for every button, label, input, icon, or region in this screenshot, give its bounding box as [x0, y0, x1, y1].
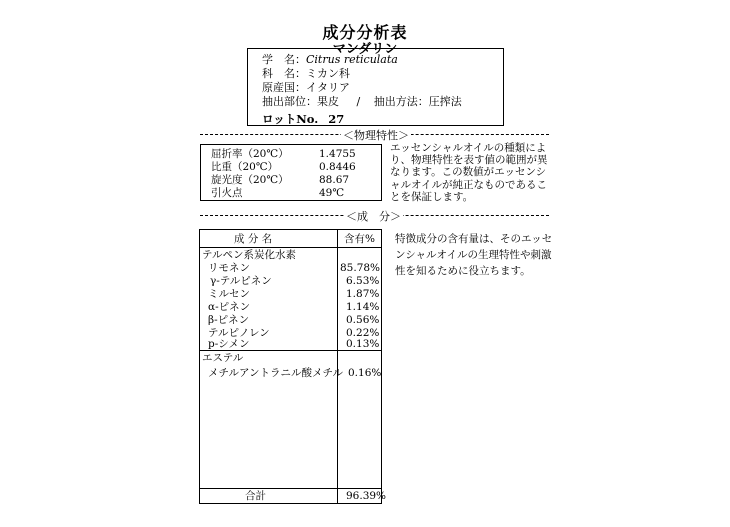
physical-heading: ＜物理特性＞ — [343, 129, 409, 142]
component-pct-limonene: 85.78% — [340, 262, 381, 274]
physical-note: エッセンシャルオイルの種類により、物理特性を表す値の範囲が異なります。この数値がエッセンシャルオイルが純正なものであることを保証します。 — [390, 142, 548, 203]
total-pct: 96.39% — [346, 490, 387, 502]
components-heading: ＜成 分＞ — [346, 210, 401, 223]
scientific-name-value: Citrus reticulata — [306, 53, 398, 66]
family-row — [262, 67, 350, 81]
total-label: 合計 — [245, 490, 266, 502]
extraction-method-value: 圧搾法 — [428, 95, 462, 108]
components-note: 特徴成分の含有量は、そのエッセンシャルオイルの生理特性や刺激性を知るために役立ちます。 — [395, 233, 553, 277]
origin-row — [262, 81, 350, 95]
col-header-name: 成 分 名 — [234, 233, 273, 245]
phys-label-specific-gravity: 比重（20℃） — [211, 161, 279, 173]
component-pct-terpinolene: 0.22% — [346, 327, 380, 339]
total-separator — [200, 488, 381, 489]
component-name-methyl-n-methylanthranilate: メチルアントラニル酸メチル — [208, 367, 344, 379]
component-name-terpinolene: テルピノレン — [208, 327, 270, 339]
extraction-row — [262, 95, 462, 109]
scientific-name-label: 学 名： — [262, 53, 306, 66]
phys-value-specific-gravity: 0.8446 — [319, 161, 356, 173]
phys-value-refractive-index: 1.4755 — [319, 148, 356, 160]
group-separator — [200, 350, 381, 351]
physical-properties-table — [200, 144, 382, 201]
component-pct-beta-pinene: 0.56% — [346, 314, 380, 326]
group-esters: エステル — [202, 352, 244, 364]
component-name-p-cymene: p-シメン — [208, 338, 250, 350]
component-name-myrcene: ミルセン — [208, 288, 250, 300]
component-pct-myrcene: 1.87% — [346, 288, 380, 300]
document-title: 成分分析表 — [322, 23, 408, 42]
lot-value: 27 — [328, 112, 345, 126]
component-name-gamma-terpinene: γ-テルピネン — [210, 275, 272, 287]
component-pct-methyl-n-methylanthranilate: 0.16% — [348, 367, 382, 379]
col-header-pct: 含有% — [344, 233, 375, 245]
component-name-limonene: リモネン — [208, 262, 250, 274]
phys-value-flash-point: 49℃ — [319, 187, 345, 199]
family-label: 科 名： — [262, 67, 306, 80]
phys-label-flash-point: 引火点 — [211, 187, 243, 199]
extraction-separator: / — [356, 95, 361, 108]
family-value: ミカン科 — [306, 67, 350, 80]
components-table — [199, 229, 387, 504]
component-pct-alpha-pinene: 1.14% — [346, 301, 380, 313]
component-name-alpha-pinene: α-ピネン — [208, 301, 251, 313]
lot-number — [262, 111, 344, 127]
product-info-box — [247, 48, 504, 126]
component-pct-gamma-terpinene: 6.53% — [346, 275, 380, 287]
phys-label-optical-rotation: 旋光度（20℃） — [211, 174, 289, 186]
phys-label-refractive-index: 屈折率（20℃） — [211, 148, 289, 160]
header-separator — [200, 247, 381, 248]
extraction-part-value: 果皮 — [317, 95, 339, 108]
component-pct-p-cymene: 0.13% — [346, 338, 380, 350]
origin-value: イタリア — [306, 81, 350, 94]
product-name: マンダリン — [332, 42, 398, 57]
extraction-method-label: 抽出方法： — [373, 95, 429, 108]
group-terpene-hydrocarbons: テルペン系炭化水素 — [202, 249, 296, 261]
extraction-part-label: 抽出部位： — [262, 95, 317, 108]
lot-label: ロットNo. — [262, 112, 319, 126]
scientific-name-row — [262, 53, 398, 67]
component-name-beta-pinene: β-ピネン — [208, 314, 250, 326]
phys-value-optical-rotation: 88.67 — [319, 174, 350, 186]
origin-label: 原産国： — [262, 81, 306, 94]
